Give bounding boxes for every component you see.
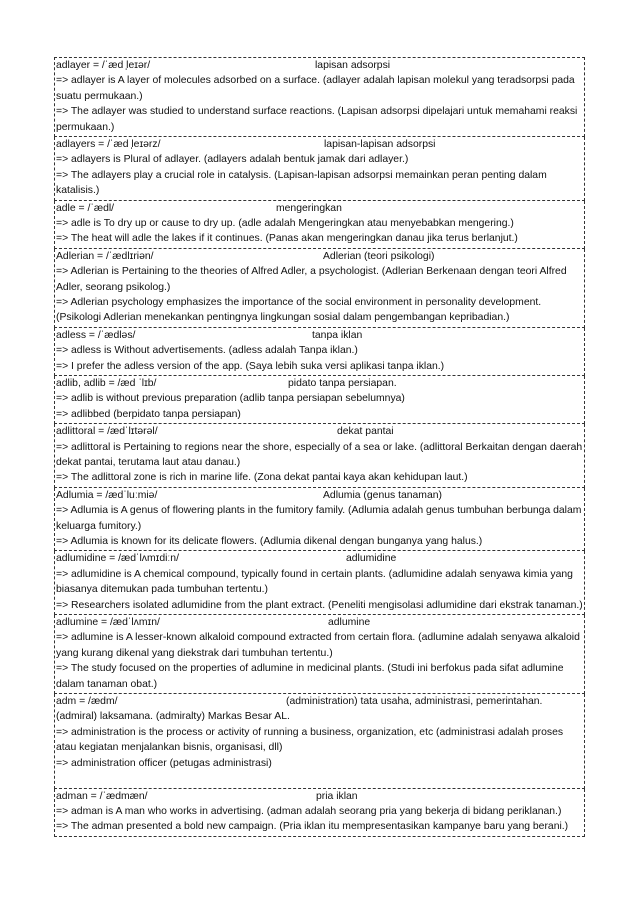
entry-term: adless = /ˈædləs/ bbox=[56, 329, 136, 341]
entry-example: => adlibbed (berpidato tanpa persiapan) bbox=[56, 408, 241, 420]
entry-example: => The study focused on the properties of adlumine in medicinal plants. (Studi ini berfokus pada sifat adlumine dalam tanaman obat.) bbox=[56, 663, 564, 690]
entry-example: => Adlerian psychology emphasizes the importance of the social environment in personality development. (Psikologi Adlerian menekankan pentingnya lingkungan sosial dalam pengembangan kepribadian.) bbox=[56, 297, 542, 324]
entry-gloss: lapisan-lapisan adsorpsi bbox=[324, 139, 436, 151]
entry-gloss: tanpa iklan bbox=[312, 329, 363, 341]
entry-definition: => adlib is without previous preparation (adlib tanpa persiapan sebelumnya) bbox=[56, 393, 405, 405]
entry-definition: => adlayers is Plural of adlayer. (adlayers adalah bentuk jamak dari adlayer.) bbox=[56, 154, 409, 166]
dictionary-entry bbox=[54, 551, 585, 615]
entry-gloss: mengeringkan bbox=[276, 202, 342, 214]
entry-definition: => adlittoral is Pertaining to regions near the shore, especially of a sea or lake. (adlittoral Berkaitan dengan daerah dekat pantai, terutama laut atau danau.) bbox=[56, 441, 583, 469]
entry-example: => Researchers isolated adlumidine from the plant extract. (Peneliti mengisolasi adlumidine dari ekstrak tanaman.) bbox=[56, 599, 583, 611]
dictionary-entry bbox=[54, 789, 585, 837]
entry-definition: => adlayer is A layer of molecules adsorbed on a surface. (adlayer adalah lapisan molekul yang teradsorpsi pada suatu permukaan.) bbox=[56, 75, 575, 102]
entry-gloss: pria iklan bbox=[316, 790, 358, 802]
entry-term: adlittoral = /ædˈlɪtərəl/ bbox=[56, 426, 158, 438]
entry-definition: => Adlerian is Pertaining to the theories of Alfred Adler, a psychologist. (Adlerian Berkenaan dengan teori Alfred Adler, seorang psikolog.) bbox=[56, 266, 567, 293]
entry-example: => I prefer the adless version of the app. (Saya lebih suka versi aplikasi tanpa iklan.) bbox=[56, 360, 445, 372]
entry-gloss: adlumidine bbox=[346, 553, 397, 565]
entry-definition: (admiral) laksamana. (admiralty) Markas Besar AL. bbox=[56, 711, 290, 723]
entry-term: Adlerian = /ˈædlɪriən/ bbox=[56, 250, 154, 262]
entry-gloss: Adlumia (genus tanaman) bbox=[323, 489, 442, 501]
entry-term: adlayers = /ˈæd ̩leɪərz/ bbox=[56, 139, 161, 151]
entry-gloss: adlumine bbox=[328, 617, 371, 629]
entry-term: Adlumia = /ædˈluːmiə/ bbox=[56, 489, 158, 501]
entry-gloss: dekat pantai bbox=[337, 426, 394, 438]
entry-example: => The adlittoral zone is rich in marine life. (Zona dekat pantai kaya akan kehidupan laut.) bbox=[56, 472, 468, 484]
entry-term: adman = /ˈædmæn/ bbox=[56, 790, 148, 802]
dictionary-entry bbox=[54, 249, 585, 328]
entry-example: => The adman presented a bold new campaign. (Pria iklan itu mempresentasikan kampanye baru yang berani.) bbox=[56, 821, 569, 833]
entry-definition: => adman is A man who works in advertising. (adman adalah seorang pria yang bekerja di bidang periklanan.) bbox=[56, 805, 562, 817]
entry-example: => Adlumia is known for its delicate flowers. (Adlumia dikenal dengan bunganya yang halus.) bbox=[56, 536, 483, 548]
dictionary-page bbox=[54, 57, 585, 837]
dictionary-entry bbox=[54, 201, 585, 249]
entry-term: adle = /ˈædl/ bbox=[56, 202, 115, 214]
entry-gloss: pidato tanpa persiapan. bbox=[288, 378, 397, 390]
dictionary-entry bbox=[54, 424, 585, 488]
entry-definition: => adlumine is A lesser-known alkaloid compound extracted from certain flora. (adlumine adalah senyawa alkaloid yang kurang dikenal yang diekstrak dari tumbuhan tertentu.) bbox=[56, 632, 580, 659]
entry-definition: => Adlumia is A genus of flowering plants in the fumitory family. (Adlumia adalah genus tumbuhan berbunga dalam keluarga fumitory.) bbox=[56, 505, 582, 532]
entry-example: => The heat will adle the lakes if it continues. (Panas akan mengeringkan danau jika terus berlanjut.) bbox=[56, 233, 518, 245]
blank-line bbox=[56, 771, 583, 786]
entry-term: adlayer = /ˈæd ̩leɪər/ bbox=[56, 60, 151, 71]
entry-definition: => adle is To dry up or cause to dry up. (adle adalah Mengeringkan atau menyebabkan mengering.) bbox=[56, 218, 514, 230]
entry-term: adlumine = /ædˈlʌmɪn/ bbox=[56, 617, 160, 629]
dictionary-entry bbox=[54, 376, 585, 424]
entry-definition: => adlumidine is A chemical compound, typically found in certain plants. (adlumidine adalah senyawa kimia yang biasanya ditemukan pada tumbuhan tertentu.) bbox=[56, 568, 573, 596]
entry-example: => The adlayer was studied to understand surface reactions. (Lapisan adsorpsi dipelajari untuk memahami reaksi permukaan.) bbox=[56, 106, 578, 133]
entry-example: => The adlayers play a crucial role in catalysis. (Lapisan-lapisan adsorpsi memainkan peran penting dalam katalisis.) bbox=[56, 169, 547, 197]
dictionary-entry bbox=[54, 488, 585, 552]
entry-term: adlumidine = /ædˈlʌmɪdiːn/ bbox=[56, 553, 179, 565]
entry-example: => administration officer (petugas administrasi) bbox=[56, 757, 272, 769]
dictionary-entry bbox=[54, 137, 585, 201]
entry-definition: => administration is the process or activity of running a business, organization, etc (administrasi adalah proses atau kegiatan menjalankan bisnis, organisasi, dll) bbox=[56, 726, 564, 754]
entry-term: adlib, adlib = /æd ˈlɪb/ bbox=[56, 378, 157, 390]
dictionary-entry bbox=[54, 615, 585, 694]
entry-term: adm = /ædm/ bbox=[56, 696, 118, 708]
dictionary-entry bbox=[54, 694, 585, 788]
entry-gloss: (administration) tata usaha, administrasi, pemerintahan. bbox=[286, 696, 543, 708]
entry-gloss: Adlerian (teori psikologi) bbox=[323, 250, 435, 262]
entry-definition: => adless is Without advertisements. (adless adalah Tanpa iklan.) bbox=[56, 345, 358, 357]
dictionary-entry bbox=[54, 57, 585, 137]
dictionary-entry bbox=[54, 328, 585, 376]
entry-gloss: lapisan adsorpsi bbox=[315, 60, 391, 71]
